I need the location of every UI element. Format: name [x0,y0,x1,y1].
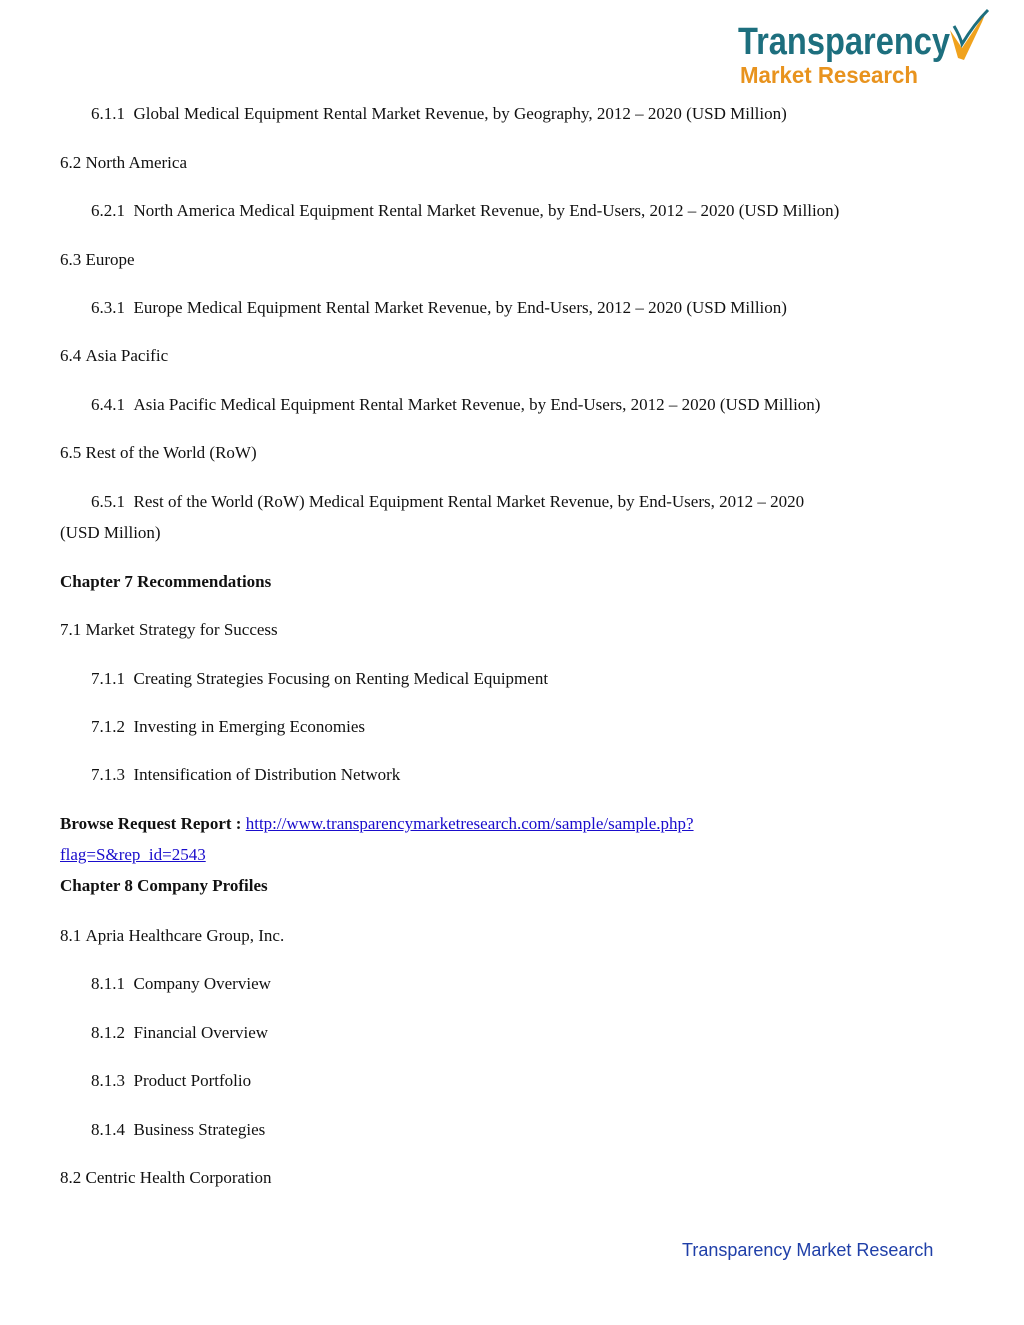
toc-entry: 8.1.3 Product Portfolio [91,1071,252,1090]
toc-entry: 8.1.2 Financial Overview [91,1023,269,1042]
toc-entry: 6.1.1 Global Medical Equipment Rental Market Revenue, by Geography, 2012 – 2020 (USD Million) [91,104,787,123]
chapter-heading: Chapter 8 Company Profiles [60,876,268,895]
toc-entry: 6.3.1 Europe Medical Equipment Rental Market Revenue, by End-Users, 2012 – 2020 (USD Million) [91,298,787,317]
toc-section: 6.4 Asia Pacific [60,346,169,365]
browse-request-line [60,808,694,839]
toc-entry: 8.1.4 Business Strategies [91,1120,266,1139]
toc-section: 7.1 Market Strategy for Success [60,620,278,639]
toc-section: 6.2 North America [60,153,187,172]
chapter-heading: Chapter 7 Recommendations [60,572,272,591]
toc-entry: 8.1.1 Company Overview [91,974,271,993]
toc-section: 6.5 Rest of the World (RoW) [60,443,257,462]
toc-entry: 7.1.1 Creating Strategies Focusing on Renting Medical Equipment [91,669,549,688]
toc-section: 8.2 Centric Health Corporation [60,1168,272,1187]
toc-entry: 6.2.1 North America Medical Equipment Rental Market Revenue, by End-Users, 2012 – 2020 (USD Million) [91,201,840,220]
toc-entry: 6.5.1 Rest of the World (RoW) Medical Equipment Rental Market Revenue, by End-Users, 2012 – 2020 [91,492,805,511]
browse-request-line-2 [60,839,206,870]
toc-entry: 6.4.1 Asia Pacific Medical Equipment Rental Market Revenue, by End-Users, 2012 – 2020 (USD Million) [91,395,821,414]
browse-request-label: Browse Request Report : [60,814,242,833]
logo-text-bottom: Market Research [740,62,918,88]
company-logo [738,8,990,90]
sample-report-link[interactable]: http://www.transparencymarketresearch.com/sample/sample.php? [245,814,694,833]
toc-section: 8.1 Apria Healthcare Group, Inc. [60,926,285,945]
toc-entry: 7.1.3 Intensification of Distribution Network [91,765,401,784]
logo-text-top: Transparency [738,21,950,63]
toc-section: 6.3 Europe [60,250,135,269]
toc-entry: 7.1.2 Investing in Emerging Economies [91,717,366,736]
toc-entry-continuation: (USD Million) [60,523,161,542]
footer-brand: Transparency Market Research [682,1240,934,1260]
sample-report-link-cont[interactable]: flag=S&rep_id=2543 [60,845,206,864]
